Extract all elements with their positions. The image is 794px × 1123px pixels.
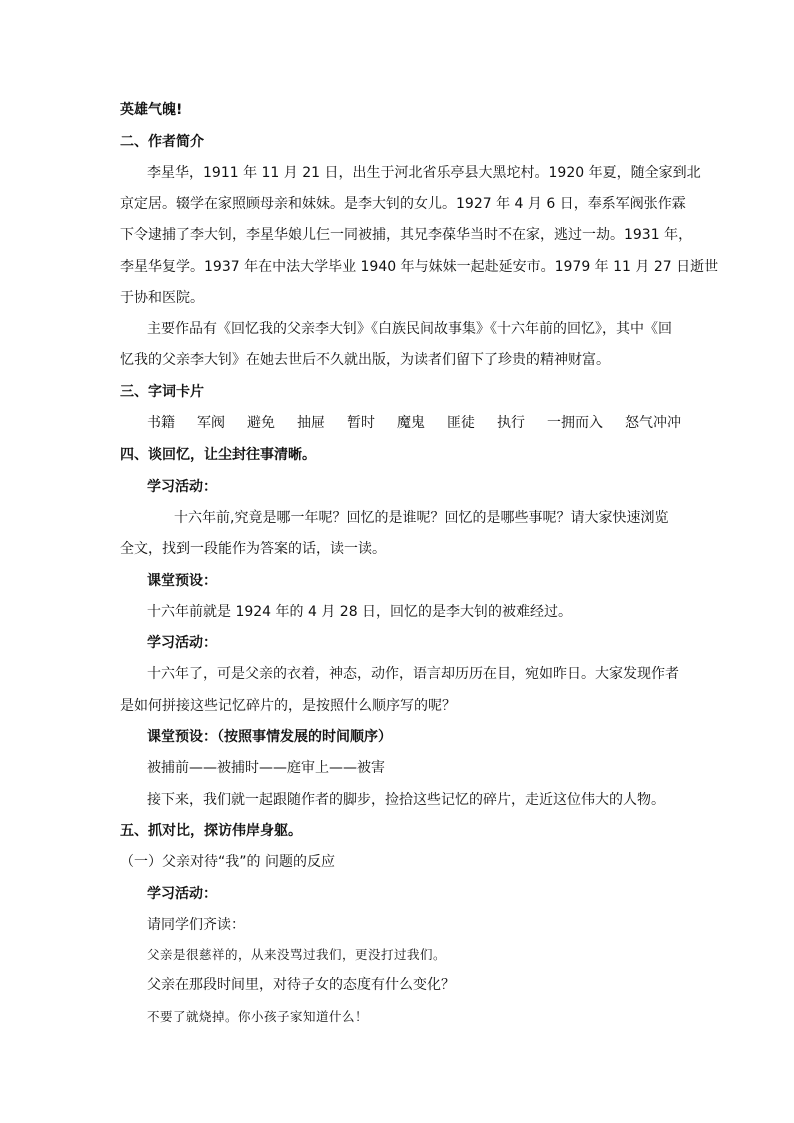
works-paragraph-line-1: 主要作品有《回忆我的父亲李大钊》《白族民间故事集》《十六年前的回忆》，其中《回 xyxy=(147,321,672,337)
transition-text: 接下来，我们就一起跟随作者的脚步，捡拾这些记忆的碎片，走近这位伟大的人物。 xyxy=(147,792,665,808)
word-card: 匪徒 xyxy=(447,415,475,431)
word-card: 执行 xyxy=(497,415,525,431)
bio-paragraph-line-1: 李星华，1911 年 11 月 21 日，出生于河北省乐亭县大黑坨村。1920 年夏，随全家到北 xyxy=(147,165,701,181)
subsection-heading: （一）父亲对待“我”的 问题的反应 xyxy=(120,854,335,870)
word-card: 一拥而入 xyxy=(547,415,603,431)
word-card: 避免 xyxy=(247,415,275,431)
discussion-question: 父亲在那段时间里，对待子女的态度有什么变化？ xyxy=(147,977,455,993)
word-card: 书籍 xyxy=(147,415,175,431)
activity-1-line-1: 十六年前,究竟是哪一年呢？回忆的是谁呢？回忆的是哪些事呢？请大家快速浏览 xyxy=(174,510,669,526)
quoted-text-2: 不要了就烧掉。你小孩子家知道什么！ xyxy=(147,1009,369,1024)
activity-2-line-2: 是如何拼接这些记忆碎片的，是按照什么顺序写的呢？ xyxy=(120,698,456,714)
quoted-text-1: 父亲是很慈祥的，从来没骂过我们，更没打过我们。 xyxy=(147,947,447,962)
word-card: 抽屉 xyxy=(297,415,325,431)
word-card-list xyxy=(147,413,680,433)
works-paragraph-line-2: 忆我的父亲李大钊》在她去世后不久就出版，为读者们留下了珍贵的精神财富。 xyxy=(120,352,610,368)
word-card: 魔鬼 xyxy=(397,415,425,431)
word-card: 暂时 xyxy=(347,415,375,431)
learning-activity-label: 学习活动： xyxy=(147,635,217,651)
preset-1-text: 十六年前就是 1924 年的 4 月 28 日，回忆的是李大钊的被难经过。 xyxy=(147,604,573,620)
section-heading-recollection: 四、谈回忆，让尘封往事清晰。 xyxy=(120,447,316,463)
bio-paragraph-line-5: 于协和医院。 xyxy=(120,290,204,306)
word-card: 军阀 xyxy=(197,415,225,431)
read-aloud-prompt: 请同学们齐读： xyxy=(147,917,245,933)
continuation-text: 英雄气魄! xyxy=(120,102,183,118)
event-sequence: 被捕前——被捕时——庭审上——被害 xyxy=(147,760,385,776)
word-card: 怒气冲冲 xyxy=(625,415,681,431)
class-preset-label: 课堂预设： xyxy=(147,573,217,589)
bio-paragraph-line-4: 李星华复学。1937 年在中法大学毕业 1940 年与妹妹一起赴延安市。1979 年 11 月 27 日逝世 xyxy=(120,259,719,275)
learning-activity-label: 学习活动： xyxy=(147,886,217,902)
bio-paragraph-line-3: 下令逮捕了李大钊，李星华娘儿仨一同被捕，其兄李葆华当时不在家，逃过一劫。1931 年， xyxy=(120,227,693,243)
learning-activity-label: 学习活动： xyxy=(147,479,217,495)
activity-1-line-2: 全文，找到一段能作为答案的话，读一读。 xyxy=(120,541,386,557)
bio-paragraph-line-2: 京定居。辍学在家照顾母亲和妹妹。是李大钊的女儿。1927 年 4 月 6 日，奉系军阀张作霖 xyxy=(120,196,686,212)
section-heading-author: 二、作者简介 xyxy=(120,134,204,150)
section-heading-contrast: 五、抓对比，探访伟岸身躯。 xyxy=(120,823,302,839)
section-heading-word-cards: 三、字词卡片 xyxy=(120,384,204,400)
activity-2-line-1: 十六年了，可是父亲的衣着，神态，动作，语言却历历在目，宛如昨日。大家发现作者 xyxy=(147,666,679,682)
class-preset-label: 课堂预设：（按照事情发展的时间顺序） xyxy=(147,729,392,745)
